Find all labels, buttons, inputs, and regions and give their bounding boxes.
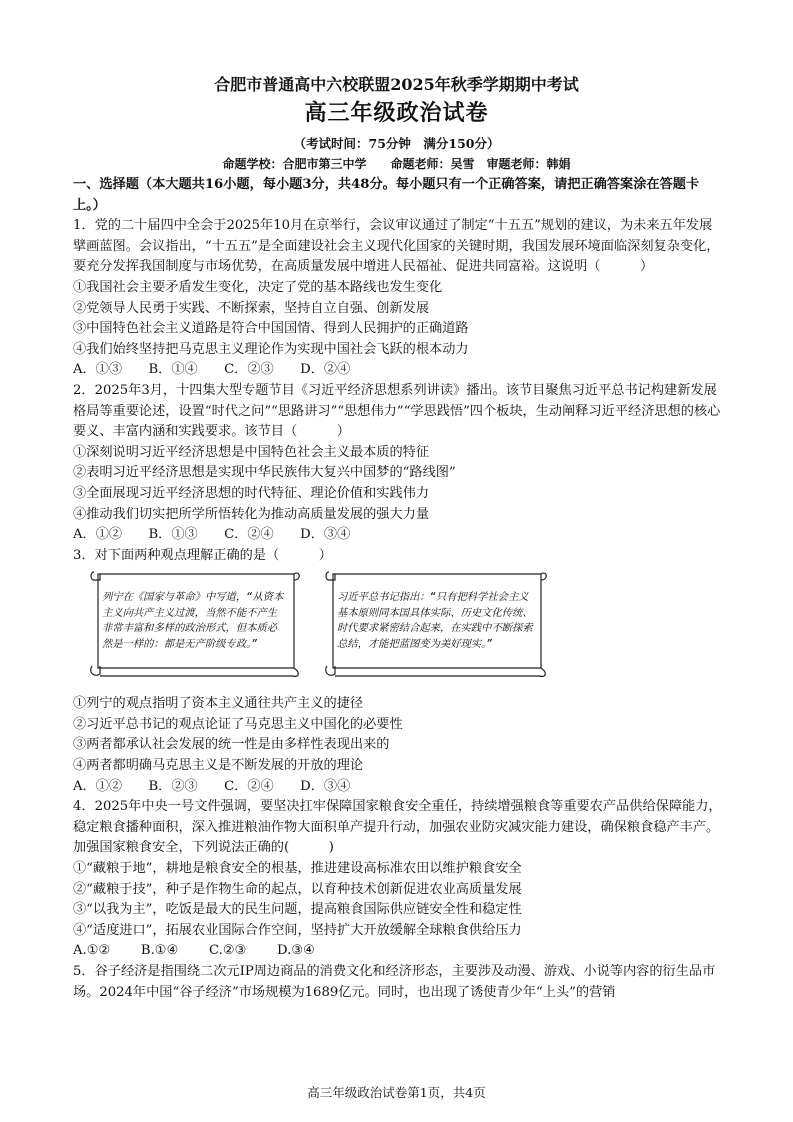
quote-card-left	[88, 568, 300, 680]
question-5-stem: 5．谷子经济是指围绕二次元IP周边商品的消费文化和经济形态，主要涉及动漫、游戏、小说等内容的衍生品市场。2024年中国“谷子经济”市场规模为1689亿元。同时，也出现了诱使青少年“上头”的营销	[73, 964, 716, 1000]
question-2-statement-3: ③全面展现习近平经济思想的时代特征、理论价值和实践伟力	[73, 485, 430, 501]
question-1-statement-4: ④我们始终坚持把马克思主义理论作为实现中国社会飞跃的根本动力	[73, 341, 469, 357]
question-3-stem: 3．对下面两种观点理解正确的是（ ）	[73, 547, 332, 563]
question-4-statement-4: ④“适度进口”，拓展农业国际合作空间，坚持扩大开放缓解全球粮食供给压力	[73, 922, 522, 938]
question-4-statement-2: ②“藏粮于技”，种子是作物生命的起点，以育种技术创新促进农业高质量发展	[73, 881, 522, 897]
question-1-statement-2: ②党领导人民勇于实践、不断探索，坚持自立自强、创新发展	[73, 300, 430, 316]
question-4-statement-1: ①“藏粮于地”，耕地是粮食安全的根基，推进建设高标准农田以维护粮食安全	[73, 861, 522, 877]
question-3-statement-2: ②习近平总书记的观点论证了马克思主义中国化的必要性	[73, 716, 403, 732]
question-4-options: A.①② B.①④ C.②③ D.③④	[73, 943, 315, 959]
exam-authors: 命题学校：合肥市第三中学 命题老师：吴雪 审题老师：韩娟	[222, 157, 571, 171]
question-3-statement-3: ③两者都承认社会发展的统一性是由多样性表现出来的	[73, 737, 390, 753]
question-3-options: A．①② B．②③ C．②④ D．③④	[73, 778, 351, 794]
question-1-options: A．①③ B．①④ C．②③ D．②④	[73, 362, 351, 378]
question-3-statement-4: ④两者都明确马克思主义是不断发展的开放的理论	[73, 758, 364, 774]
exam-content	[73, 175, 723, 1003]
section-heading: 一、选择题（本大题共16小题，每小题3分，共48分。每小题只有一个正确答案，请把正确答案涂在答题卡上。）	[73, 177, 700, 213]
quote-card-right-text: 习近平总书记指出：“只有把科学社会主义基本原则同本国具体实际、历史文化传统、时代要求紧密结合起来，在实践中不断探索总结，才能把蓝图变为美好现实。”	[337, 591, 533, 650]
question-1-statement-1: ①我国社会主要矛盾发生变化，决定了党的基本路线也发生变化	[73, 279, 443, 295]
question-1-stem: 1．党的二十届四中全会于2025年10月在京举行，会议审议通过了制定“十五五”规划的建议，为未来五年发展擘画蓝图。会议指出，“十五五”是全面建设社会主义现代化国家的关键时期，我国发展环境面临深刻复杂变化，要充分发挥我国制度与市场优势，在高质量发展中增进人民福祉、促进共同富裕。这说明（ ）	[73, 218, 720, 275]
question-4-stem: 4．2025年中央一号文件强调，要坚决扛牢保障国家粮食安全重任，持续增强粮食等重要农产品供给保障能力，稳定粮食播种面积，深入推进粮油作物大面积单产提升行动，加强农业防灾减灾能力建设，确保粮食稳产丰产。加强国家粮食安全，下列说法正确的( )	[73, 799, 722, 856]
question-2-statement-1: ①深刻说明习近平经济思想是中国特色社会主义最本质的特征	[73, 444, 430, 460]
question-2-statement-2: ②表明习近平经济思想是实现中华民族伟大复兴中国梦的“路线图”	[73, 465, 456, 481]
question-4-statement-3: ③“以我为主”，吃饭是最大的民生问题，提高粮食国际供应链安全性和稳定性	[73, 902, 522, 918]
question-2-options: A．①② B．①③ C．②④ D．③④	[73, 527, 351, 543]
question-1-statement-3: ③中国特色社会主义道路是符合中国国情、得到人民拥护的正确道路	[73, 321, 469, 337]
exam-meta: （考试时间：75分钟 满分150分）	[293, 136, 500, 151]
question-3-statement-1: ①列宁的观点指明了资本主义通往共产主义的捷径	[73, 696, 364, 712]
question-2-statement-4: ④推动我们切实把所学所悟转化为推动高质量发展的强大力量	[73, 506, 430, 522]
quote-cards	[73, 568, 723, 688]
exam-subject: 高三年级政治试卷	[304, 100, 489, 126]
quote-card-right	[323, 568, 547, 680]
quote-card-left-text: 列宁在《国家与革命》中写道，“从资本主义向共产主义过渡，当然不能不产生非常丰富和多样的政治形式，但本质必然是一样的：都是无产阶级专政。”	[102, 591, 284, 650]
page-footer: 高三年级政治试卷第1页，共4页	[307, 1085, 486, 1100]
question-2-stem: 2．2025年3月，十四集大型专题节目《习近平经济思想系列讲读》播出。该节目聚焦习近平总书记构建新发展格局等重要论述，设置“时代之问”“思路讲习”“思想伟力”“学思践悟”四个板块，生动阐释习近平经济思想的核心要义、丰富内涵和实践要求。该节目（ ）	[73, 382, 721, 440]
exam-title: 合肥市普通高中六校联盟2025年秋季学期期中考试	[214, 75, 579, 94]
